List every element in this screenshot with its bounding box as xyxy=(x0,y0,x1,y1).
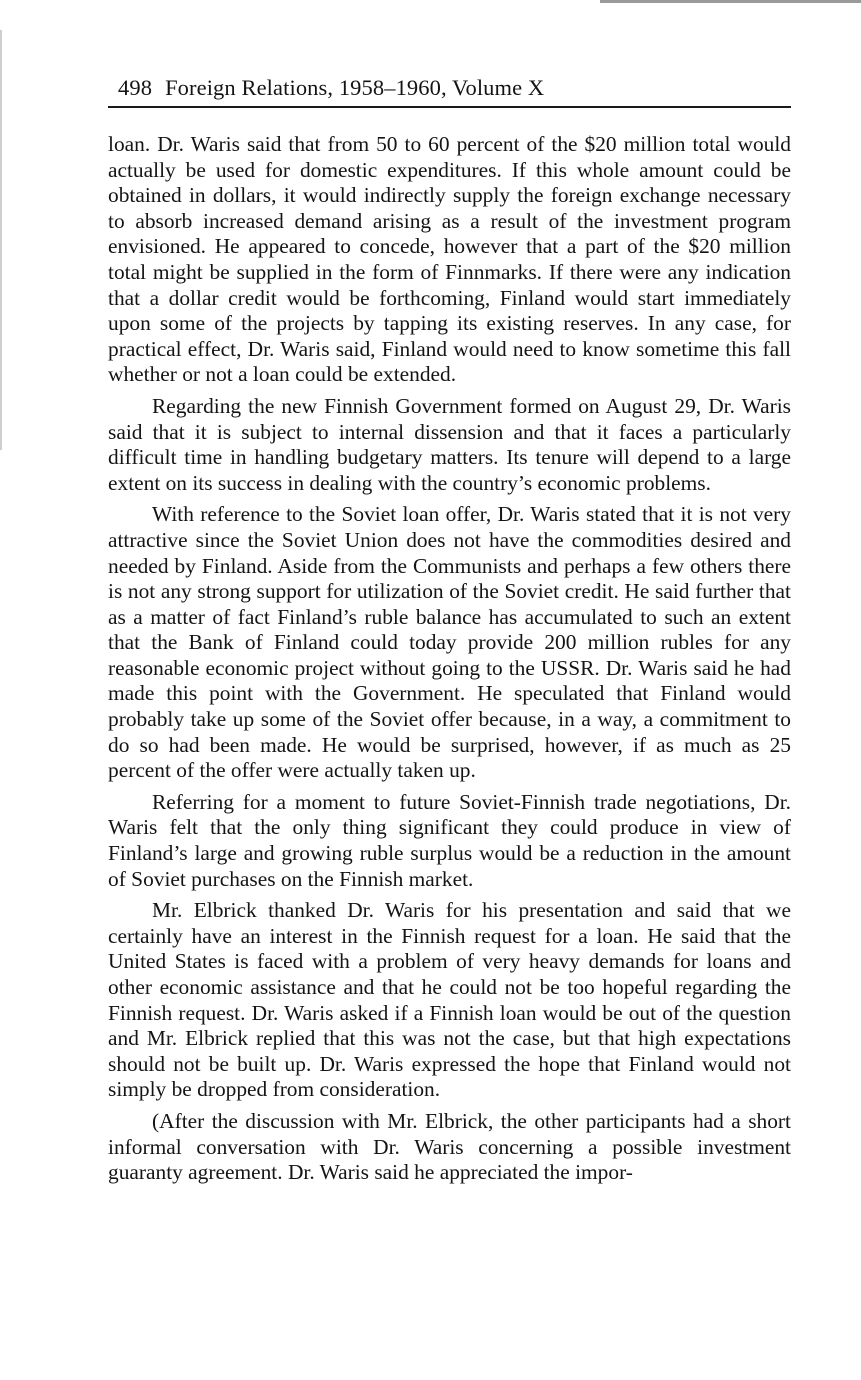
body-text xyxy=(108,132,791,1186)
page-number: 498 xyxy=(118,75,153,100)
paragraph-investment-guaranty: (After the discussion with Mr. Elbrick, the other participants had a short informal conversation with Dr. Waris concerning a possible investment guaranty agreement. Dr. Waris said he appreciated the impor- xyxy=(108,1108,791,1185)
paragraph-loan-continuation: loan. Dr. Waris said that from 50 to 60 percent of the $20 million total would actually be used for domestic expenditures. If this whole amount could be obtained in dollars, it would indirectly supply the foreign exchange necessary to absorb increased demand arising as a result of the investment program envisioned. He appeared to concede, however that a part of the $20 million total might be supplied in the form of Finnmarks. If there were any indication that a dollar credit would be forthcoming, Finland would start immediately upon some of the projects by tapping its existing reserves. In any case, for practical effect, Dr. Waris said, Finland would need to know sometime this fall whether or not a loan could be extended. xyxy=(108,132,791,387)
running-head xyxy=(108,74,791,102)
scan-left-edge xyxy=(0,30,2,450)
paragraph-finnish-government: Regarding the new Finnish Government formed on August 29, Dr. Waris said that it is subject to internal dissension and that it faces a particularly difficult time in handling budgetary matters. Its tenure will depend to a large extent on its success in dealing with the country’s economic problems. xyxy=(108,393,791,495)
book-title: Foreign Relations, 1958–1960, Volume X xyxy=(165,75,545,100)
paragraph-soviet-loan-offer: With reference to the Soviet loan offer, Dr. Waris stated that it is not very attractive since the Soviet Union does not have the commodities desired and needed by Finland. Aside from the Communists and perhaps a few others there is not any strong support for utilization of the Soviet credit. He said further that as a matter of fact Finland’s ruble balance has accumulated to such an extent that the Bank of Finland could today provide 200 million rubles for any reasonable economic project without going to the USSR. Dr. Waris said he had made this point with the Government. He speculated that Finland would probably take up some of the Soviet offer because, in a way, a commitment to do so had been made. He would be surprised, however, if as much as 25 percent of the offer were actually taken up. xyxy=(108,502,791,783)
scan-top-edge xyxy=(600,0,861,3)
document-page xyxy=(108,74,791,1192)
paragraph-trade-negotiations: Referring for a moment to future Soviet-Finnish trade negotiations, Dr. Waris felt that the only thing significant they could produce in view of Finland’s large and growing ruble surplus would be a reduction in the amount of Soviet purchases on the Finnish market. xyxy=(108,789,791,891)
header-rule xyxy=(108,106,791,108)
paragraph-elbrick-reply: Mr. Elbrick thanked Dr. Waris for his presentation and said that we certainly have an interest in the Finnish request for a loan. He said that the United States is faced with a problem of very heavy demands for loans and other economic assistance and that he could not be too hopeful regarding the Finnish request. Dr. Waris asked if a Finnish loan would be out of the question and Mr. Elbrick replied that this was not the case, but that high expectations should not be built up. Dr. Waris expressed the hope that Finland would not simply be dropped from consideration. xyxy=(108,898,791,1102)
